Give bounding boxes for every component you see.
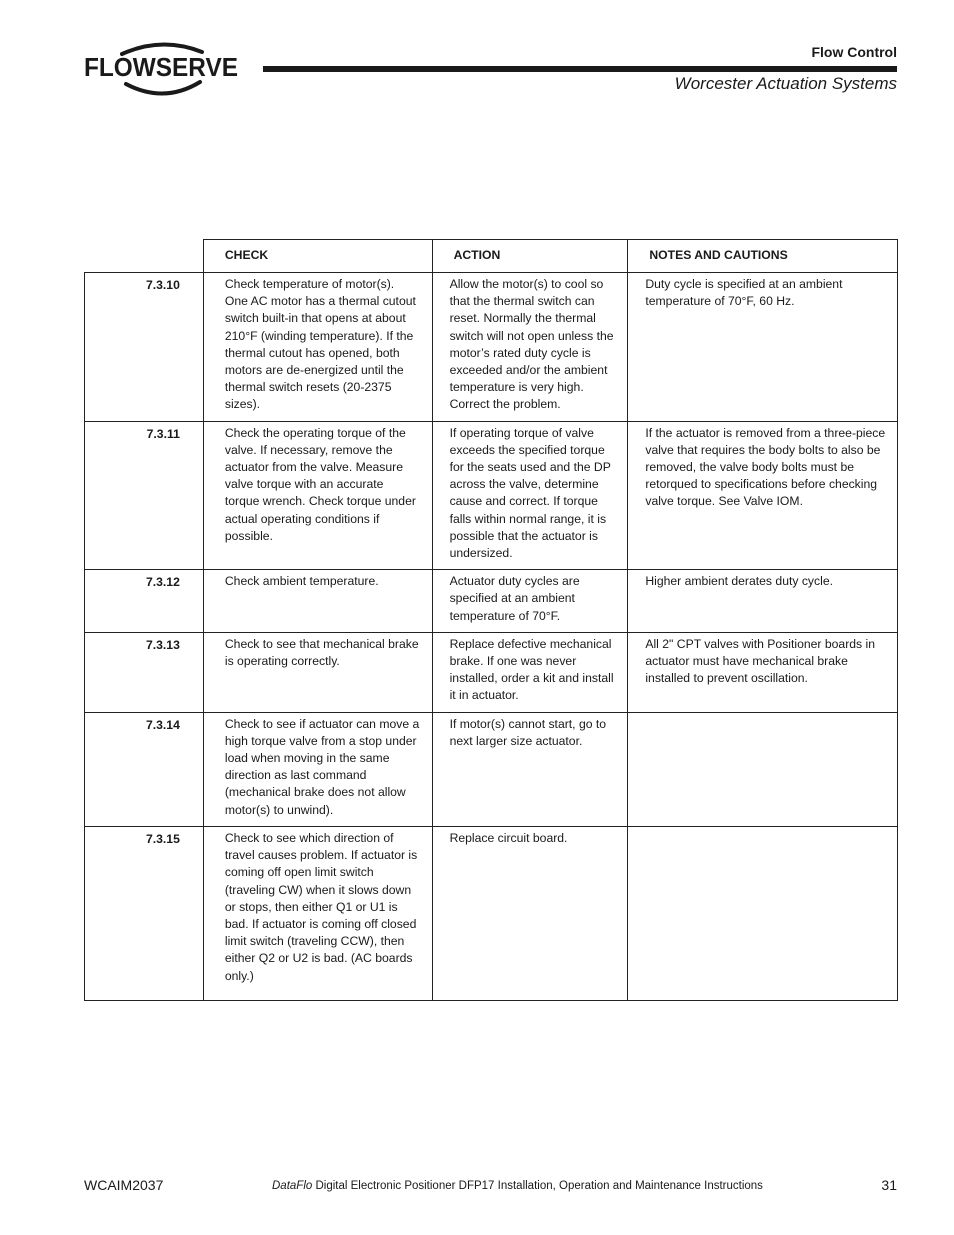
doc-title-italic: DataFlo xyxy=(272,1180,313,1192)
notes-cell xyxy=(628,712,898,826)
table-row xyxy=(85,570,898,633)
check-cell: Check to see that mechanical brake is operating correctly. xyxy=(203,632,432,712)
header-check: CHECK xyxy=(203,240,432,273)
section-number: 7.3.11 xyxy=(85,421,204,570)
notes-cell: If the actuator is removed from a three-piece valve that requires the body bolts to also be removed, the valve body bolts must be retorqued to specifications before checking valve torque. See Valve IOM. xyxy=(628,421,898,570)
division-label: Flow Control xyxy=(811,44,897,60)
subdivision-label: Worcester Actuation Systems xyxy=(674,74,897,93)
header-action: ACTION xyxy=(432,240,628,273)
header-notes: NOTES AND CAUTIONS xyxy=(628,240,898,273)
page-number: 31 xyxy=(881,1177,897,1193)
section-number: 7.3.14 xyxy=(85,712,204,826)
section-number: 7.3.15 xyxy=(85,826,204,1000)
notes-cell xyxy=(628,826,898,1000)
action-cell: Replace circuit board. xyxy=(432,826,628,1000)
table-row xyxy=(85,712,898,826)
table-header-row xyxy=(85,240,898,273)
header-blank xyxy=(85,240,204,273)
action-cell: Actuator duty cycles are specified at an ambient temperature of 70°F. xyxy=(432,570,628,633)
svg-text:FLOWSERVE: FLOWSERVE xyxy=(84,52,238,82)
check-cell: Check ambient temperature. xyxy=(203,570,432,633)
action-cell: If operating torque of valve exceeds the specified torque for the seats used and the DP across the valve, determine cause and correct. If torque falls within normal range, it is possible that the actuator is undersized. xyxy=(432,421,628,570)
action-cell: If motor(s) cannot start, go to next larger size actuator. xyxy=(432,712,628,826)
header-rule xyxy=(263,66,897,72)
page-footer xyxy=(84,1177,897,1197)
doc-title xyxy=(272,1180,763,1192)
doc-title-rest: Digital Electronic Positioner DFP17 Installation, Operation and Maintenance Instructions xyxy=(312,1180,763,1192)
check-cell: Check temperature of motor(s). One AC motor has a thermal cutout switch built-in that opens at about 210°F (winding temperature). If the thermal cutout has opened, both motors are de-energized until the thermal switch resets (20-2375 sizes). xyxy=(203,273,432,422)
notes-cell: Higher ambient derates duty cycle. xyxy=(628,570,898,633)
table-row xyxy=(85,826,898,1000)
doc-number: WCAIM2037 xyxy=(84,1177,164,1193)
action-cell: Replace defective mechanical brake. If one was never installed, order a kit and install it in actuator. xyxy=(432,632,628,712)
notes-cell: All 2" CPT valves with Positioner boards in actuator must have mechanical brake installed to prevent oscillation. xyxy=(628,632,898,712)
header-division xyxy=(811,44,897,60)
notes-cell: Duty cycle is specified at an ambient temperature of 70°F, 60 Hz. xyxy=(628,273,898,422)
check-cell: Check to see if actuator can move a high torque valve from a stop under load when moving in the same direction as last command (mechanical brake does not allow motor(s) to unwind). xyxy=(203,712,432,826)
check-cell: Check to see which direction of travel causes problem. If actuator is coming off open limit switch (traveling CW) when it slows down or stops, then either Q1 or U1 is bad. If actuator is coming off closed limit switch (traveling CCW), then either Q2 or U2 is bad. (AC boards only.) xyxy=(203,826,432,1000)
check-cell: Check the operating torque of the valve. If necessary, remove the actuator from the valve. Measure valve torque with an accurate torque wrench. Check torque under actual operating conditions if possible. xyxy=(203,421,432,570)
table-row xyxy=(85,273,898,422)
section-number: 7.3.10 xyxy=(85,273,204,422)
section-number: 7.3.12 xyxy=(85,570,204,633)
flowserve-logo xyxy=(82,38,242,100)
troubleshooting-table xyxy=(84,239,898,1001)
table-row xyxy=(85,421,898,570)
table-row xyxy=(85,632,898,712)
action-cell: Allow the motor(s) to cool so that the thermal switch can reset. Normally the thermal switch will not open unless the motor’s rated duty cycle is exceeded and/or the ambient temperature is very high. Correct the problem. xyxy=(432,273,628,422)
section-number: 7.3.13 xyxy=(85,632,204,712)
